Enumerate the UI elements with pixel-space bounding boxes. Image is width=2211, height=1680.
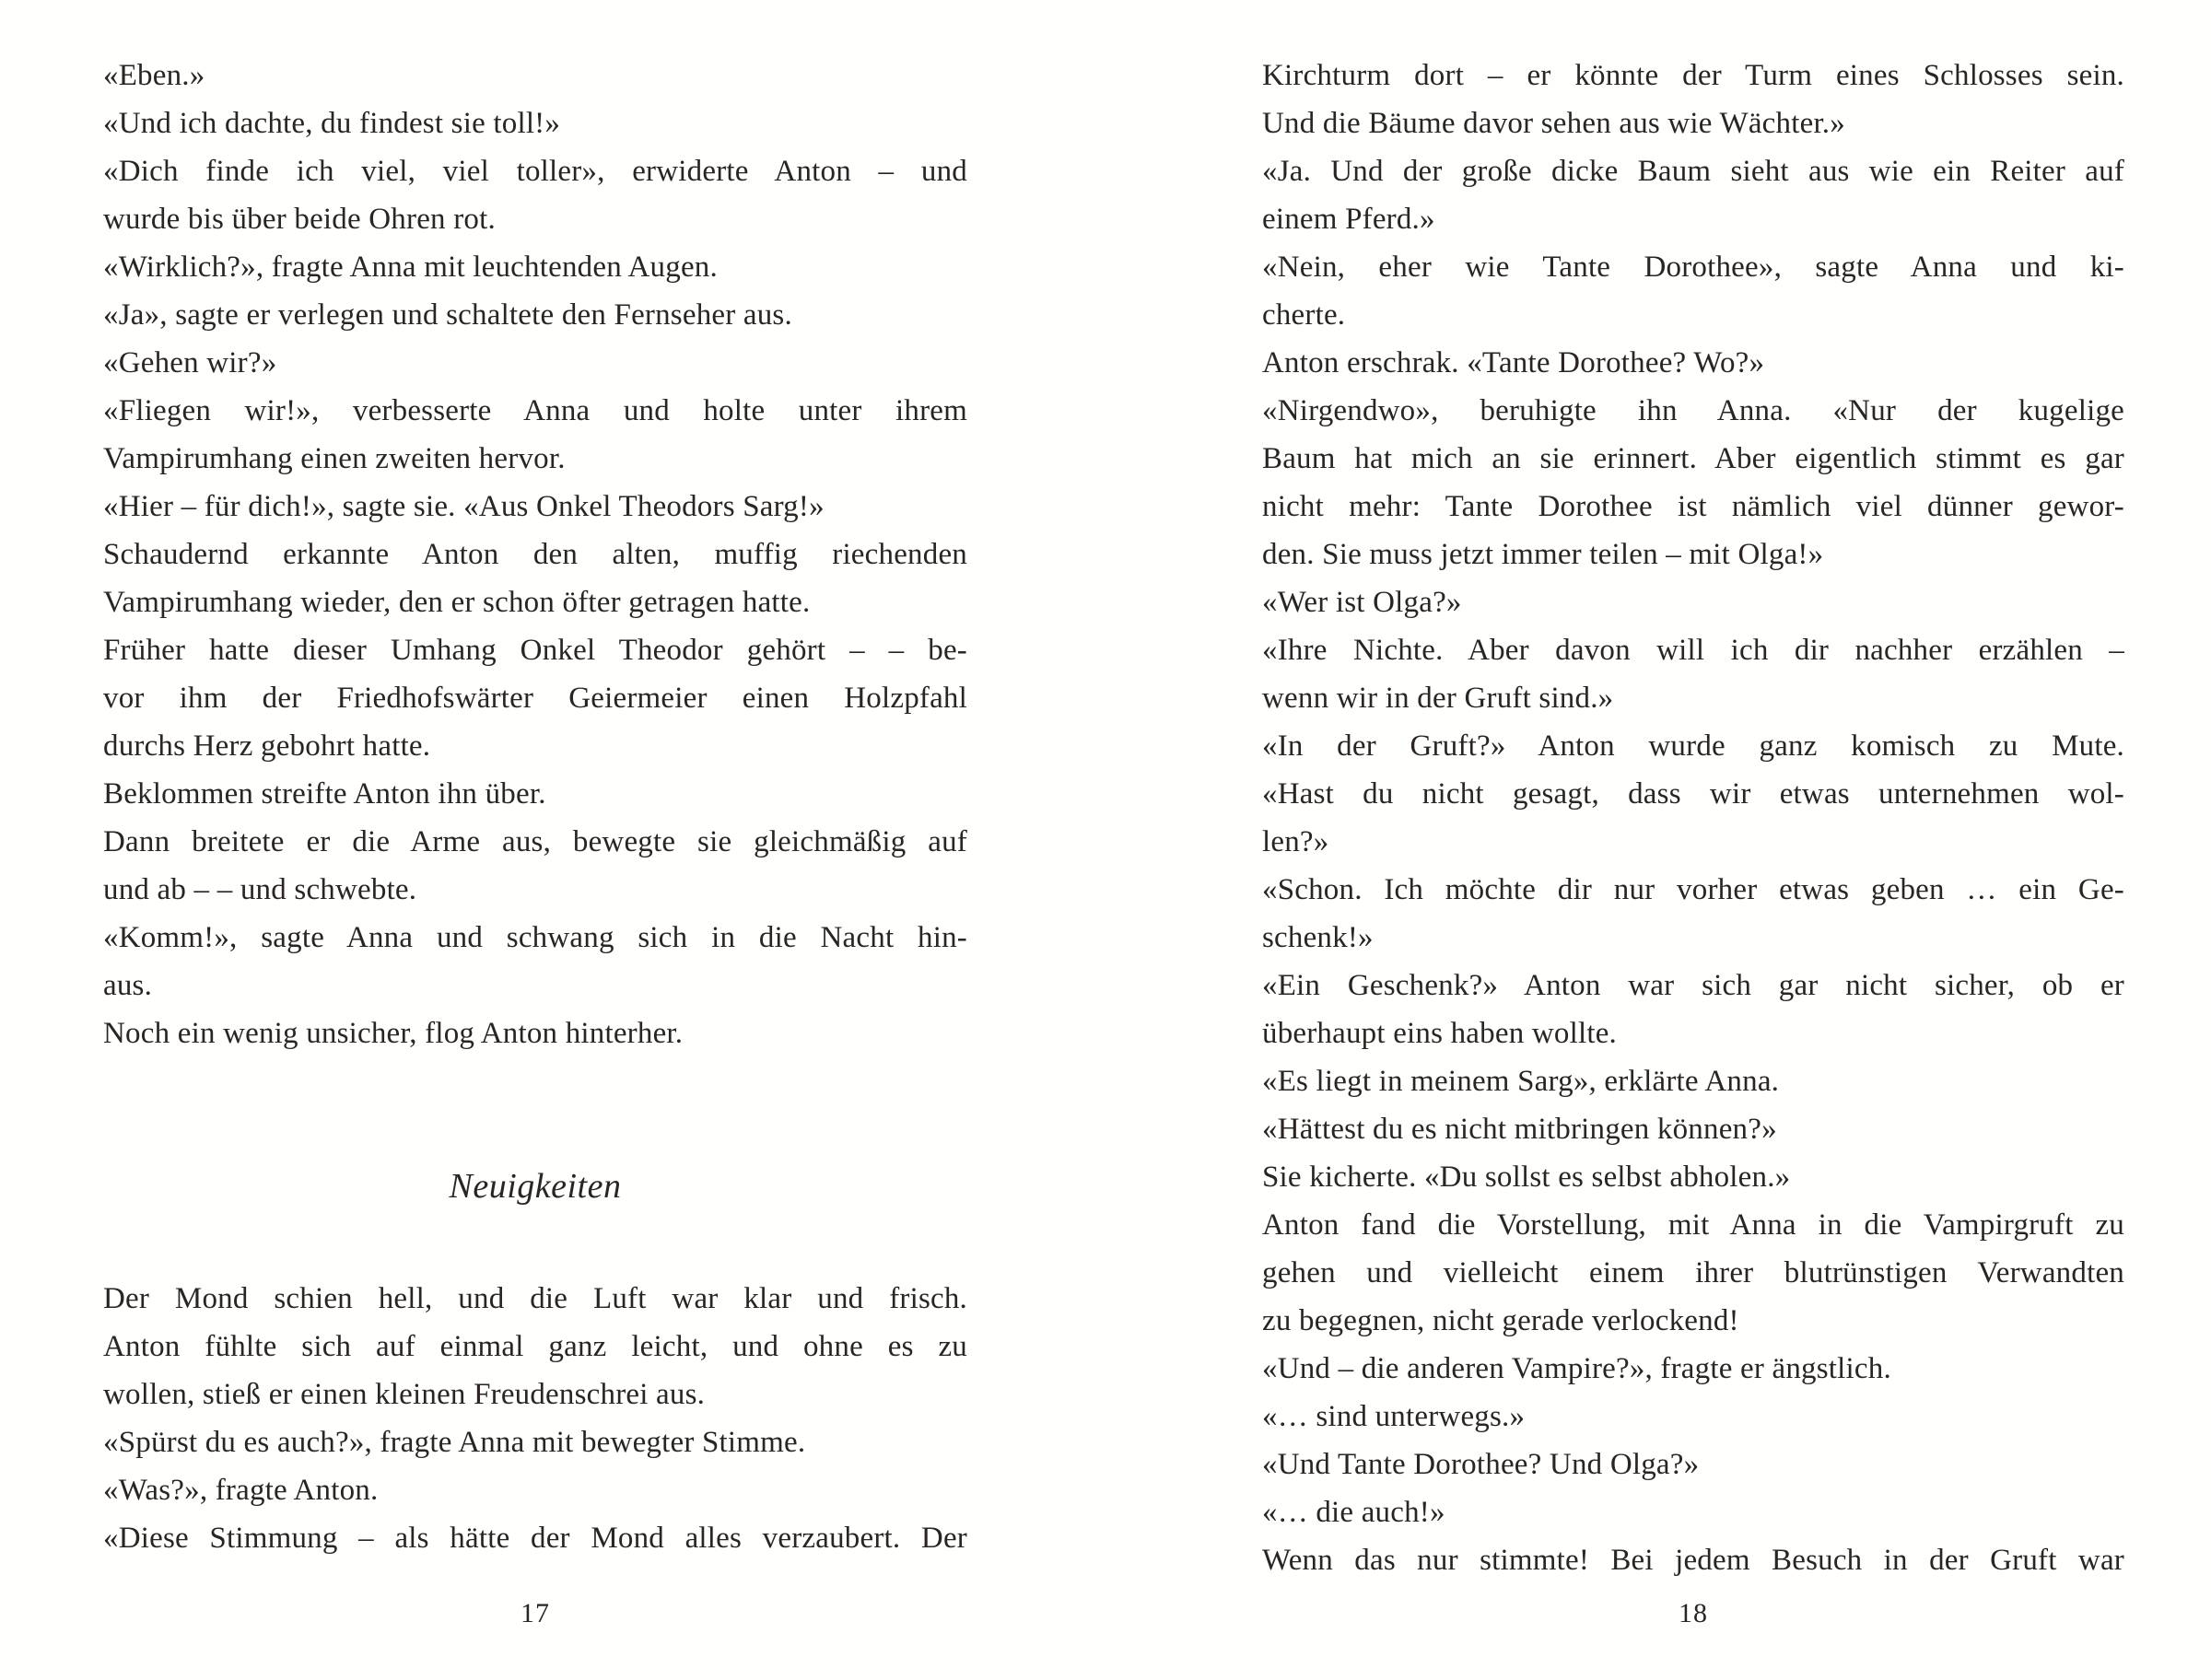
text-line: Wenn das nur stimmte! Bei jedem Besuch in der Gruft war (1262, 1544, 2124, 1577)
text-line: «Nirgendwo», beruhigte ihn Anna. «Nur der kugelige (1262, 394, 2124, 427)
text-line: «Ihre Nichte. Aber davon will ich dir nachher erzählen – (1262, 634, 2124, 667)
text-line: «Wer ist Olga?» (1262, 586, 1462, 619)
text-line: zu begegnen, nicht gerade verlockend! (1262, 1304, 1739, 1337)
text-line: Anton fühlte sich auf einmal ganz leicht, und ohne es zu (103, 1330, 967, 1363)
book-page-right (1262, 0, 2124, 1680)
text-line: Noch ein wenig unsicher, flog Anton hinterher. (103, 1017, 684, 1050)
text-line: «In der Gruft?» Anton wurde ganz komisch zu Mute. (1262, 729, 2124, 763)
chapter-heading: Neuigkeiten (449, 1167, 622, 1206)
text-line: Sie kicherte. «Du sollst es selbst abholen.» (1262, 1161, 1791, 1194)
text-line: wurde bis über beide Ohren rot. (103, 203, 496, 236)
text-line: «Spürst du es auch?», fragte Anna mit bewegter Stimme. (103, 1426, 806, 1459)
text-line: «Komm!», sagte Anna und schwang sich in die Nacht hin- (103, 921, 967, 954)
page-number-right: 18 (1679, 1598, 1708, 1628)
text-line: «… die auch!» (1262, 1496, 1445, 1529)
text-line: wollen, stieß er einen kleinen Freudenschrei aus. (103, 1378, 706, 1411)
text-line: «Es liegt in meinem Sarg», erklärte Anna. (1262, 1065, 1780, 1098)
text-line: Anton fand die Vorstellung, mit Anna in die Vampirgruft zu (1262, 1208, 2124, 1242)
text-line: Der Mond schien hell, und die Luft war klar und frisch. (103, 1282, 967, 1315)
text-line: «Hier – für dich!», sagte sie. «Aus Onkel Theodors Sarg!» (103, 490, 825, 523)
text-line: «Und ich dachte, du findest sie toll!» (103, 107, 561, 140)
text-line: Baum hat mich an sie erinnert. Aber eigentlich stimmt es gar (1262, 442, 2124, 475)
text-line: Beklommen streifte Anton ihn über. (103, 777, 546, 811)
text-line: schenk!» (1262, 921, 1374, 954)
text-line: Schaudernd erkannte Anton den alten, muffig riechenden (103, 538, 967, 571)
text-line: gehen und vielleicht einem ihrer blutrünstigen Verwandten (1262, 1256, 2124, 1289)
text-line: «Eben.» (103, 59, 205, 92)
text-line: vor ihm der Friedhofswärter Geiermeier einen Holzpfahl (103, 682, 967, 715)
text-line: len?» (1262, 825, 1329, 858)
text-line: und ab – – und schwebte. (103, 873, 417, 906)
text-line: Und die Bäume davor sehen aus wie Wächter.» (1262, 107, 1845, 140)
book-page-left (103, 0, 967, 1680)
text-line: «Wirklich?», fragte Anna mit leuchtenden Augen. (103, 251, 718, 284)
text-line: den. Sie muss jetzt immer teilen – mit Olga!» (1262, 538, 1824, 571)
text-line: wenn wir in der Gruft sind.» (1262, 682, 1614, 715)
text-line: durchs Herz gebohrt hatte. (103, 729, 431, 763)
left-page-text-block-1 (103, 52, 967, 1057)
text-line: cherte. (1262, 298, 1346, 332)
text-line: aus. (103, 969, 153, 1002)
page-number-left: 17 (521, 1598, 550, 1628)
text-line: «Hast du nicht gesagt, dass wir etwas unternehmen wol- (1262, 777, 2124, 811)
text-line: «Hättest du es nicht mitbringen können?» (1262, 1113, 1777, 1146)
text-line: Dann breitete er die Arme aus, bewegte sie gleichmäßig auf (103, 825, 967, 858)
text-line: «Nein, eher wie Tante Dorothee», sagte Anna und ki- (1262, 251, 2124, 284)
text-line: Kirchturm dort – er könnte der Turm eines Schlosses sein. (1262, 59, 2124, 92)
text-line: «… sind unterwegs.» (1262, 1400, 1526, 1433)
text-line: «Und – die anderen Vampire?», fragte er ängstlich. (1262, 1352, 1891, 1385)
text-line: «Was?», fragte Anton. (103, 1474, 379, 1507)
text-line: «Diese Stimmung – als hätte der Mond alles verzaubert. Der (103, 1522, 967, 1555)
text-line: «Schon. Ich möchte dir nur vorher etwas geben … ein Ge- (1262, 873, 2124, 906)
text-line: «Ein Geschenk?» Anton war sich gar nicht sicher, ob er (1262, 969, 2124, 1002)
right-page-text-block (1262, 52, 2124, 1584)
text-line: überhaupt eins haben wollte. (1262, 1017, 1617, 1050)
text-line: einem Pferd.» (1262, 203, 1435, 236)
text-line: «Und Tante Dorothee? Und Olga?» (1262, 1448, 1700, 1481)
text-line: «Ja. Und der große dicke Baum sieht aus wie ein Reiter auf (1262, 155, 2124, 188)
text-line: Vampirumhang wieder, den er schon öfter getragen hatte. (103, 586, 811, 619)
text-line: «Gehen wir?» (103, 346, 277, 379)
text-line: Anton erschrak. «Tante Dorothee? Wo?» (1262, 346, 1765, 379)
text-line: nicht mehr: Tante Dorothee ist nämlich viel dünner gewor- (1262, 490, 2124, 523)
text-line: Früher hatte dieser Umhang Onkel Theodor gehört – – be- (103, 634, 967, 667)
text-line: Vampirumhang einen zweiten hervor. (103, 442, 566, 475)
left-page-text-block-2 (103, 1275, 967, 1562)
text-line: «Ja», sagte er verlegen und schaltete den Fernseher aus. (103, 298, 792, 332)
text-line: «Dich finde ich viel, viel toller», erwiderte Anton – und (103, 155, 967, 188)
text-line: «Fliegen wir!», verbesserte Anna und holte unter ihrem (103, 394, 967, 427)
